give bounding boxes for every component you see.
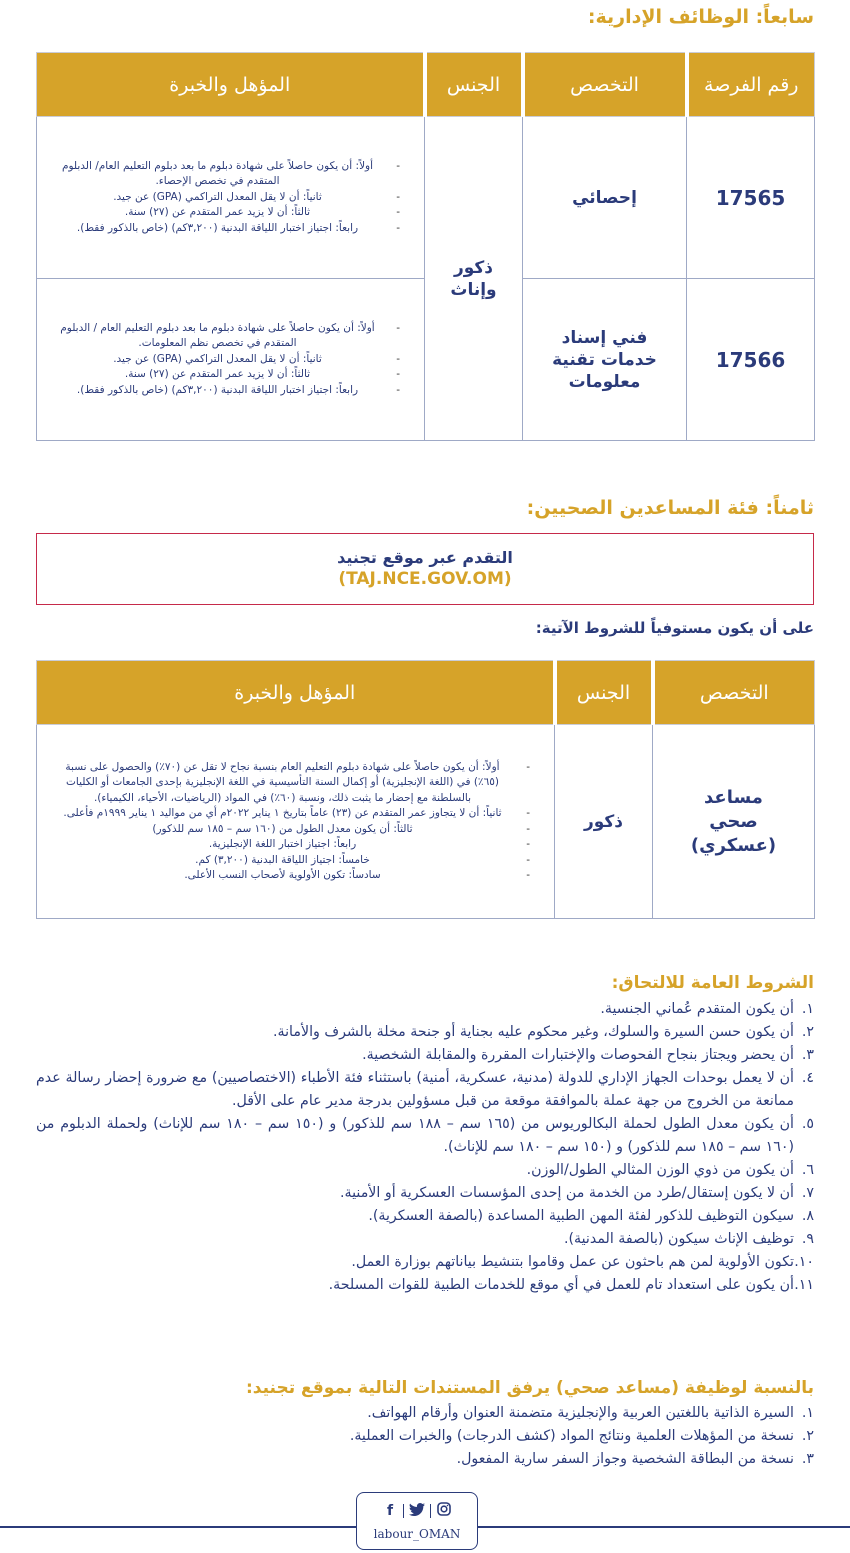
job-qualifications xyxy=(37,117,425,279)
list-item: - ثالثاً: أن لا يزيد عمر المتقدم عن (٢٧) سنة. xyxy=(57,205,378,221)
job-gender: ذكور وإناث xyxy=(425,117,523,441)
list-item: - أولاً: أن يكون حاصلاً على شهادة دبلوم التعليم العام بنسبة نجاح لا تقل عن (٧٠٪) والحصول على نسبة (٦٥٪) في (اللغة الإنجليزية) أو إكمال السنة التأسيسية في اللغة الإنجليزية بإحدى الجامعات أو الكليات بالسلطنة مع إحضار ما يثبت ذلك، ونسبة (٦٠٪) في المواد (الرياضيات، الأحياء، الكيمياء). xyxy=(57,760,508,807)
list-item: ١٠. تكون الأولوية لمن هم باحثون عن عمل وقاموا بتنشيط بياناتهم بوزارة العمل. xyxy=(351,1254,814,1270)
apply-line1: التقدم عبر موقع تجنيد xyxy=(337,548,513,567)
conditions-intro: على أن يكون مستوفياً للشروط الآتية: xyxy=(535,619,814,637)
list-item: - ثانياً: أن لا يقل المعدل التراكمي (GPA) عن جيد. xyxy=(57,352,378,368)
list-item: ٤. أن لا يعمل بوحدات الجهاز الإداري للدولة (مدنية، عسكرية، أمنية) باستثناء فئة الأطباء (الاختصاصيين) مع ضرورة إحضار رسالة عدم ممانعة من الخروج من جهة عملة بالموافقة موقعة من قبل مسؤولين بدرجة مدير عام على الأقل. xyxy=(36,1070,814,1109)
facebook-icon[interactable]: f xyxy=(386,1503,394,1519)
list-item: ١. السيرة الذاتية باللغتين العربية والإنجليزية متضمنة العنوان وأرقام الهواتف. xyxy=(367,1405,814,1421)
general-conditions-title: الشروط العامة للالتحاق: xyxy=(611,973,814,993)
footer-divider-right xyxy=(478,1526,850,1528)
list-item: ٣. أن يحضر ويجتاز بنجاح الفحوصات والإختبارات المقررة والمقابلة الشخصية. xyxy=(362,1047,814,1063)
section8-title: ثامناً: فئة المساعدين الصحيين: xyxy=(526,497,814,519)
list-item: ١١. أن يكون على استعداد تام للعمل في أي موقع للخدمات الطبية للقوات المسلحة. xyxy=(328,1277,814,1293)
list-item: ٣. نسخة من البطاقة الشخصية وجواز السفر سارية المفعول. xyxy=(456,1451,814,1467)
list-item: - ثالثاً: أن يكون معدل الطول من (١٦٠ سم – ١٨٥ سم للذكور) xyxy=(57,822,508,838)
list-item: ٨. سيكون التوظيف للذكور لفئة المهن الطبية المساعدة (بالصفة العسكرية). xyxy=(368,1208,814,1224)
list-item: - أولاً: أن يكون حاصلاً على شهادة دبلوم ما بعد دبلوم التعليم العام / الدبلوم المتقدم في تخصص نظم المعلومات. xyxy=(57,321,378,352)
list-item: - رابعاً: اجتياز اختبار اللياقة البدنية (٣,٢٠٠كم) (خاص بالذكور فقط). xyxy=(57,383,378,399)
section7-title: سابعاً: الوظائف الإدارية: xyxy=(587,6,814,28)
header-gender: الجنس xyxy=(555,661,653,725)
header-gender: الجنس xyxy=(425,53,523,117)
job-specialty: إحصائي xyxy=(523,117,687,279)
job-number: 17566 xyxy=(687,279,815,441)
header-specialty: التخصص xyxy=(523,53,687,117)
header-qualification: المؤهل والخبرة xyxy=(37,53,425,117)
list-item: ٥. أن يكون معدل الطول لحملة البكالوريوس من (١٦٥ سم – ١٨٨ سم للذكور) و (١٥٠ سم – ١٨٠ سم للإناث) ولحملة الدبلوم من (١٦٠ سم – ١٨٥ سم للذكور) و (١٥٠ سم – ١٨٠ سم للإناث). xyxy=(36,1116,814,1155)
list-item: ٧. أن لا يكون إستقال/طرد من الخدمة من إحدى المؤسسات العسكرية أو الأمنية. xyxy=(340,1185,814,1201)
job-specialty: فني إسناد خدمات تقنية معلومات xyxy=(523,279,687,441)
list-item: - ثالثاً: أن لا يزيد عمر المتقدم عن (٢٧) سنة. xyxy=(57,367,378,383)
table-row xyxy=(37,117,815,279)
list-item: - سادساً: تكون الأولوية لأصحاب النسب الأعلى. xyxy=(57,868,508,884)
list-item: ٢. أن يكون حسن السيرة والسلوك، وغير محكوم عليه بجناية أو جنحة مخلة بالشرف والأمانة. xyxy=(272,1024,814,1040)
list-item: ٩. توظيف الإناث سيكون (بالصفة المدنية). xyxy=(564,1231,814,1247)
instagram-icon[interactable] xyxy=(431,1502,457,1520)
list-item: - رابعاً: اجتياز اختبار اللغة الإنجليزية. xyxy=(57,837,508,853)
header-number: رقم الفرصة xyxy=(687,53,815,117)
table-header-row xyxy=(37,53,815,117)
admin-jobs-table xyxy=(36,52,815,441)
documents-title: بالنسبة لوظيفة (مساعد صحي) يرفق المستندات التالية بموقع تجنيد: xyxy=(246,1378,814,1398)
apply-website-link[interactable]: (TAJ.NCE.GOV.OM) xyxy=(338,569,512,589)
list-item: ٦. أن يكون من ذوي الوزن المثالي الطول/الوزن. xyxy=(526,1162,814,1178)
list-item: - ثانياً: أن لا يتجاوز عمر المتقدم عن (٢٣) عاماً بتاريخ ١ يناير ٢٠٢٢م أي من مواليد ١ يناير ١٩٩٩م فأعلى. xyxy=(57,806,508,822)
header-qualification: المؤهل والخبرة xyxy=(37,661,555,725)
general-conditions-list xyxy=(36,998,814,1297)
job-gender: ذكور xyxy=(555,725,653,919)
job-number: 17565 xyxy=(687,117,815,279)
table-header-row xyxy=(37,661,815,725)
list-item: ٢. نسخة من المؤهلات العلمية ونتائج المواد (كشف الدرجات) والخبرات العملية. xyxy=(349,1428,814,1444)
list-item: - ثانياً: أن لا يقل المعدل التراكمي (GPA) عن جيد. xyxy=(57,190,378,206)
job-qualifications xyxy=(37,279,425,441)
social-footer xyxy=(356,1492,478,1550)
apply-box xyxy=(36,533,814,605)
twitter-icon[interactable] xyxy=(404,1503,430,1520)
job-qualifications xyxy=(37,725,555,919)
documents-list xyxy=(36,1402,814,1471)
list-item: - أولاً: أن يكون حاصلاً على شهادة دبلوم ما بعد دبلوم التعليم العام/ الدبلوم المتقدم في تخصص الإحصاء. xyxy=(57,159,378,190)
table-row xyxy=(37,725,815,919)
list-item: - خامساً: اجتياز اللياقة البدنية (٣,٢٠٠) كم. xyxy=(57,853,508,869)
social-handle[interactable]: labour_OMAN xyxy=(373,1527,461,1541)
list-item: - رابعاً: اجتياز اختبار اللياقة البدنية (٣,٢٠٠كم) (خاص بالذكور فقط). xyxy=(57,221,378,237)
list-item: ١. أن يكون المتقدم عُماني الجنسية. xyxy=(600,1001,814,1017)
header-specialty: التخصص xyxy=(653,661,815,725)
footer-divider-left xyxy=(0,1526,356,1528)
health-assistant-table xyxy=(36,660,815,919)
job-specialty: مساعد صحي (عسكري) xyxy=(653,725,815,919)
